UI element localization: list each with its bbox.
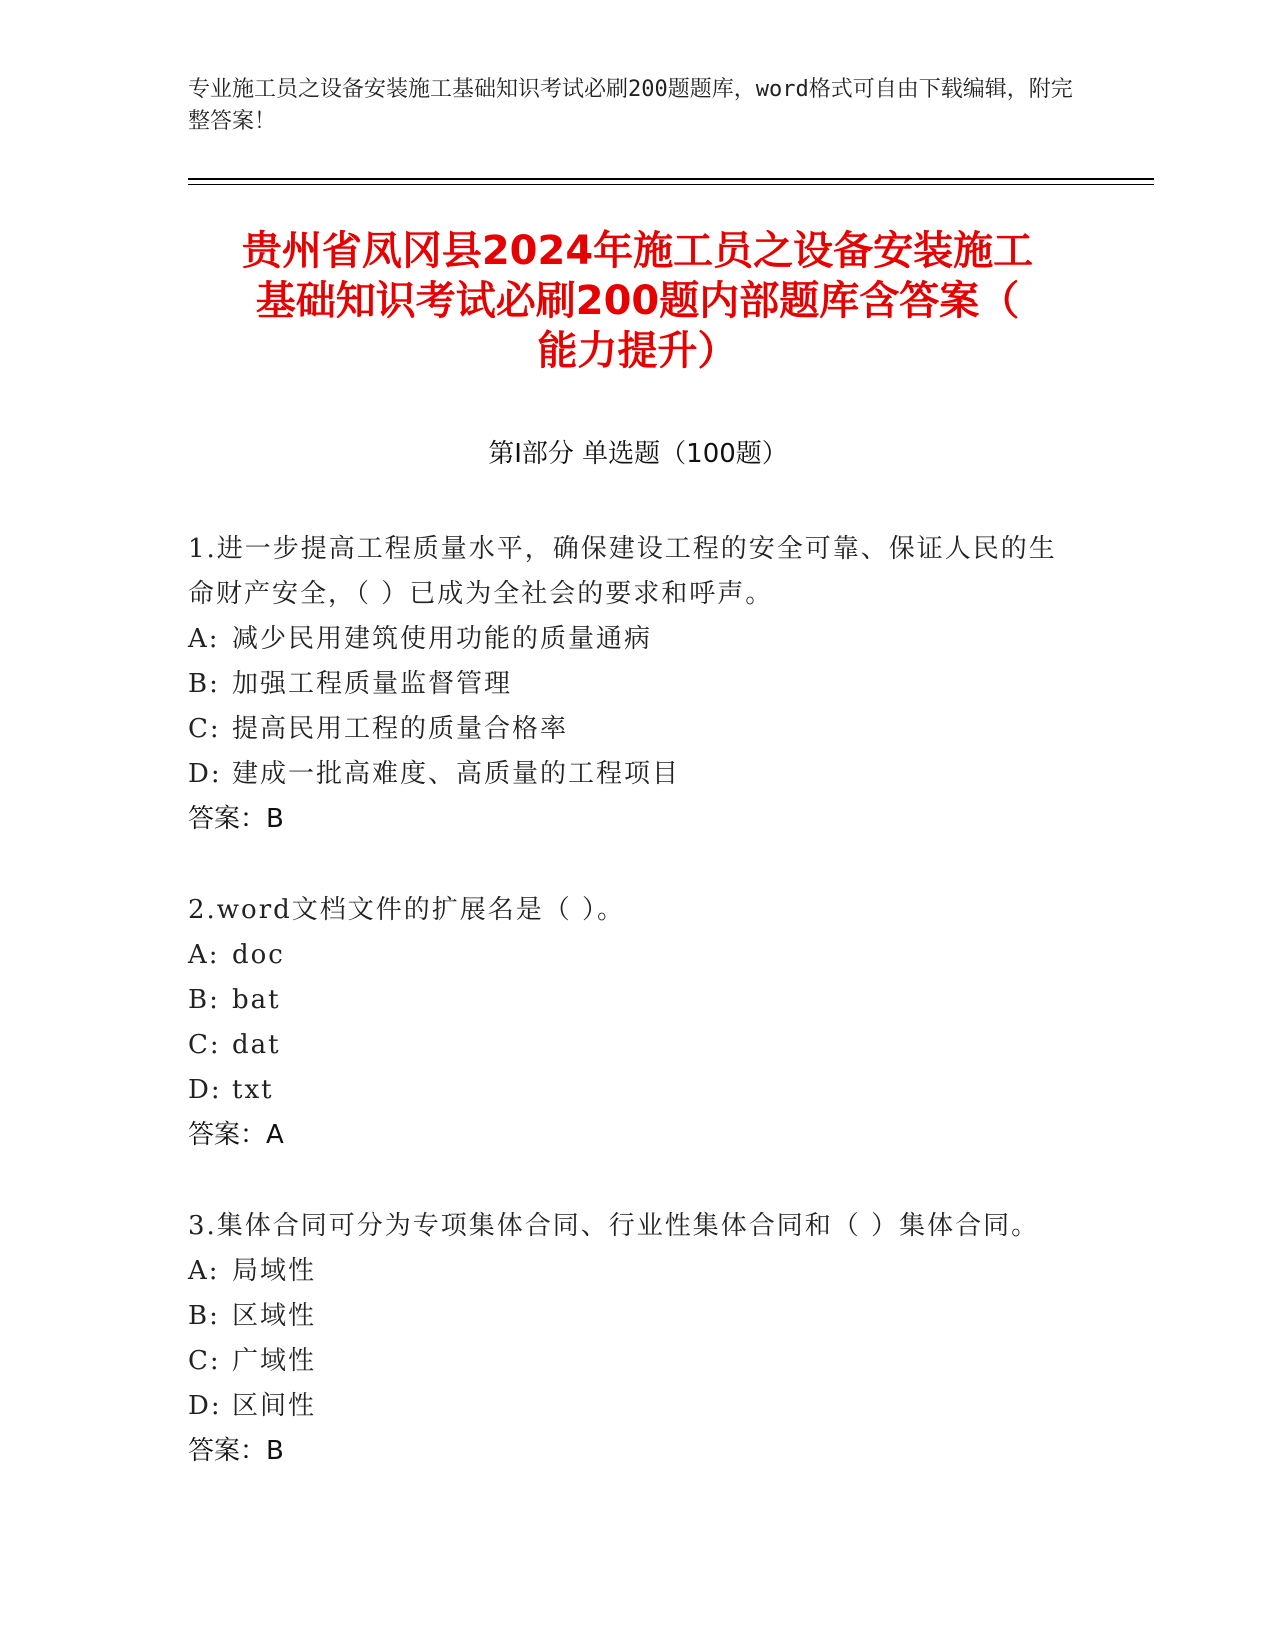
question-list — [188, 527, 1068, 1474]
option-b — [188, 662, 1068, 707]
option-text: 提高民用工程的质量合格率 — [232, 714, 569, 744]
question-item — [188, 888, 1068, 1158]
option-letter: B: — [188, 669, 220, 699]
header-divider-thick — [188, 178, 1154, 180]
option-d — [188, 1384, 1068, 1429]
option-text: dat — [232, 1030, 281, 1060]
answer-line — [188, 1113, 1068, 1158]
question-item — [188, 1204, 1068, 1474]
answer-prefix: 答案： — [188, 804, 267, 834]
title-line: 基础知识考试必刷200题内部题库含答案（ — [255, 278, 1020, 324]
header-divider-thin — [188, 184, 1154, 185]
answer-value: B — [266, 804, 284, 834]
option-d — [188, 1068, 1068, 1113]
option-c — [188, 707, 1068, 752]
option-text: 减少民用建筑使用功能的质量通病 — [232, 624, 653, 654]
question-item — [188, 527, 1068, 842]
option-letter: B: — [188, 1301, 220, 1331]
option-letter: D: — [188, 759, 222, 789]
option-text: doc — [232, 940, 285, 970]
option-d — [188, 752, 1068, 797]
question-spacer — [188, 1158, 1068, 1204]
option-text: bat — [232, 985, 281, 1015]
answer-line — [188, 797, 1068, 842]
option-c — [188, 1023, 1068, 1068]
option-b — [188, 978, 1068, 1023]
question-spacer — [188, 842, 1068, 888]
option-a — [188, 617, 1068, 662]
option-b — [188, 1294, 1068, 1339]
option-letter: C: — [188, 714, 221, 744]
option-text: 广域性 — [232, 1346, 317, 1376]
option-a — [188, 1249, 1068, 1294]
answer-prefix: 答案： — [188, 1120, 267, 1150]
option-a — [188, 933, 1068, 978]
section-title: 第I部分 单选题（100题） — [488, 439, 788, 469]
answer-line — [188, 1429, 1068, 1474]
document-title — [170, 226, 1105, 376]
option-text: 区间性 — [232, 1391, 317, 1421]
option-text: 建成一批高难度、高质量的工程项目 — [232, 759, 681, 789]
title-line: 能力提升） — [537, 328, 738, 374]
option-text: txt — [232, 1075, 274, 1105]
option-letter: A: — [188, 624, 220, 654]
question-stem: 1.进一步提高工程质量水平，确保建设工程的安全可靠、保证人民的生命财产安全，（ ）已成为全社会的要求和呼声。 — [188, 534, 1057, 609]
option-letter: D: — [188, 1391, 222, 1421]
option-letter: B: — [188, 985, 220, 1015]
option-c — [188, 1339, 1068, 1384]
option-letter: D: — [188, 1075, 222, 1105]
option-letter: A: — [188, 940, 220, 970]
option-letter: A: — [188, 1256, 220, 1286]
answer-value: A — [266, 1120, 284, 1150]
answer-prefix: 答案： — [188, 1436, 267, 1466]
option-text: 区域性 — [232, 1301, 317, 1331]
answer-value: B — [266, 1436, 284, 1466]
option-text: 局域性 — [232, 1256, 317, 1286]
question-stem: 3.集体合同可分为专项集体合同、行业性集体合同和（ ）集体合同。 — [188, 1211, 1040, 1241]
question-stem: 2.word文档文件的扩展名是（ ）。 — [188, 895, 626, 925]
option-text: 加强工程质量监督管理 — [232, 669, 513, 699]
option-letter: C: — [188, 1346, 221, 1376]
option-letter: C: — [188, 1030, 221, 1060]
header-note: 专业施工员之设备安装施工基础知识考试必刷200题题库，word格式可自由下载编辑，附完整答案！ — [188, 77, 1073, 134]
title-line: 贵州省凤冈县2024年施工员之设备安装施工 — [241, 228, 1034, 274]
